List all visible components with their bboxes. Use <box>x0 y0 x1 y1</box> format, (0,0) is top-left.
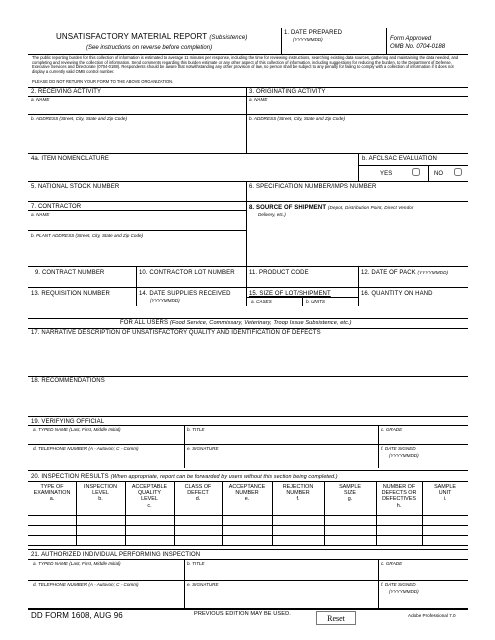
col-divider <box>246 201 247 266</box>
rule <box>28 201 468 202</box>
rule <box>28 96 468 97</box>
header-divider-2 <box>386 28 387 54</box>
afclsac-no-checkbox[interactable] <box>448 168 468 176</box>
inspection-cell-input[interactable] <box>30 526 74 534</box>
date-prepared-format: (YYYYMMDD) <box>293 37 323 42</box>
plant-address-input[interactable] <box>31 240 243 264</box>
date-of-pack-input[interactable] <box>361 278 466 286</box>
inspection-col-header-line: TYPE OF <box>40 484 64 490</box>
form-subtitle: (See instructions on reverse before completion) <box>86 45 213 51</box>
verifying-grade-label: c. GRADE <box>381 427 403 432</box>
verifying-typed-name-input[interactable] <box>31 434 181 443</box>
col-divider <box>184 425 185 468</box>
contract-number-input[interactable] <box>31 278 134 286</box>
inspection-cell-input[interactable] <box>378 536 420 544</box>
inspection-col-header-line: NUMBER <box>286 490 310 497</box>
inspection-grid <box>28 481 468 546</box>
form-title-line <box>56 33 247 41</box>
rule <box>28 287 468 288</box>
inspection-cell-input[interactable] <box>176 536 220 544</box>
inspection-cell-input[interactable] <box>224 526 270 534</box>
inspection-cell-input[interactable] <box>424 516 466 524</box>
inspection-cell-input[interactable] <box>127 516 172 524</box>
rule <box>28 444 468 445</box>
authorized-title-label: b. TITLE <box>187 561 205 566</box>
burden-statement: The public reporting burden for this collection of information is estimated to average 11 minutes per response, including the time for reviewing instructions, searching existing data sources, gathering and maintaining the data needed, and completing and reviewing the collection of information. Send comments regarding this burden estimate or any other aspect of this collection of information, including suggestions for reducing the burden, to the Department of Defense, Executive Services and Directorate (0704-0188). Respondents should be aware that notwithstanding any other provision of law, no person shall be subject to any penalty for failing to comply with a collection of information if it does not display a currently valid OMB control number. <box>32 55 459 74</box>
col-divider <box>246 181 247 201</box>
inspection-col-header-line: a. <box>49 496 55 503</box>
rule <box>28 230 246 231</box>
inspection-row-rule <box>28 545 468 546</box>
date-of-pack-label: 12. DATE OF PACK <box>361 270 416 276</box>
supplies-received-format: (YYYYMMDD) <box>150 298 180 303</box>
units-label: b. UNITS <box>306 299 325 304</box>
inspection-cell-input[interactable] <box>224 536 270 544</box>
source-input[interactable] <box>249 222 464 264</box>
narrative-label: 17. NARRATIVE DESCRIPTION OF UNSATISFACTORY QUALITY AND IDENTIFICATION OF DEFECTS <box>31 330 321 336</box>
source-line <box>249 205 414 211</box>
quantity-on-hand-input[interactable] <box>361 298 466 306</box>
inspection-cell-input[interactable] <box>274 526 322 534</box>
supplies-received-label: 14. DATE SUPPLIES RECEIVED <box>139 291 231 297</box>
inspection-col-header-line: LEVEL <box>92 490 109 497</box>
authorized-signature-label: e. SIGNATURE <box>187 582 219 587</box>
inspection-col-header-line: NUMBER <box>235 490 259 497</box>
source-detail-2: Delivery, etc.) <box>258 212 286 217</box>
footer-rule <box>28 608 468 610</box>
inspection-cell-input[interactable] <box>326 516 374 524</box>
product-code-label: 11. PRODUCT CODE <box>249 270 309 276</box>
inspection-col-header-line: e. <box>244 496 250 503</box>
rule <box>28 153 468 154</box>
inspection-cell-input[interactable] <box>176 516 220 524</box>
originating-name-label: a. NAME <box>249 97 268 102</box>
inspection-col-header-line: b. <box>98 496 103 503</box>
lot-size-label: 15. SIZE OF LOT/SHIPMENT <box>249 291 331 297</box>
form-title-suffix: (Subsistence) <box>209 35 248 41</box>
originating-name-input[interactable] <box>249 104 464 113</box>
burden-warning: PLEASE DO NOT RETURN YOUR FORM TO THE ABOVE ORGANIZATION. <box>32 79 174 84</box>
inspection-col-header-line: SAMPLE <box>434 484 456 490</box>
rule <box>28 416 468 417</box>
form-id: DD FORM 1608, AUG 96 <box>31 611 123 620</box>
rule <box>28 559 468 560</box>
reset-button[interactable]: Reset <box>316 611 356 625</box>
authorized-typed-name-input[interactable] <box>31 569 181 578</box>
header-divider-1 <box>281 28 282 54</box>
receiving-name-input[interactable] <box>31 104 243 113</box>
plant-address-label: b. PLANT ADDRESS (Street, City, State and Zip Code) <box>31 233 144 238</box>
rule <box>28 470 468 471</box>
inspection-col-header-line: f. <box>296 496 300 503</box>
narrative-input[interactable] <box>31 338 465 373</box>
date-prepared-input[interactable] <box>284 44 384 53</box>
source-label: 8. SOURCE OF SHIPMENT <box>249 205 327 211</box>
inspection-cell-input[interactable] <box>378 516 420 524</box>
inspection-col-header-line: CLASS OF <box>184 484 212 490</box>
inspection-cell-input[interactable] <box>224 516 270 524</box>
originating-address-label: b. ADDRESS (Street, City, State and Zip Code) <box>249 116 345 121</box>
requisition-label: 13. REQUISITION NUMBER <box>31 291 110 297</box>
date-of-pack-format: (YYYYMMDD) <box>417 270 449 275</box>
inspection-col-header-line: LEVEL <box>141 496 158 503</box>
authorized-grade-label: c. GRADE <box>381 561 403 566</box>
verifying-date-format: (YYYYMMDD) <box>389 453 419 458</box>
inspection-col-header-line: UNIT <box>438 490 452 497</box>
date-of-pack-line <box>361 270 448 276</box>
verifying-signature-label: e. SIGNATURE <box>187 446 219 451</box>
recommendations-input[interactable] <box>31 386 465 414</box>
date-prepared-label: 1. DATE PREPARED <box>284 30 343 36</box>
col-divider <box>302 297 303 306</box>
receiving-name-label: a. NAME <box>31 97 50 102</box>
authorized-grade-input[interactable] <box>381 569 466 578</box>
inspection-col-header-line: NUMBER OF <box>382 484 416 490</box>
inspection-results-detail: (When appropriate, report can be forwarded by users without this section being completed.) <box>110 474 338 480</box>
cases-label: a. CASES <box>251 299 272 304</box>
receiving-activity-label: 2. RECEIVING ACTIVITY <box>31 89 102 95</box>
inspection-cell-input[interactable] <box>78 526 123 534</box>
inspection-col-header-line: d. <box>195 496 201 503</box>
form-title: UNSATISFACTORY MATERIAL REPORT <box>56 32 208 41</box>
afclsac-label: b. AFCLSAC EVALUATION <box>362 156 437 162</box>
col-divider <box>246 266 247 306</box>
software-note: Adobe Professional 7.0 <box>408 613 456 618</box>
afclsac-yes-label: YES <box>380 171 393 177</box>
contractor-lot-label: 10. CONTRACTOR LOT NUMBER <box>139 270 235 276</box>
contractor-name-label: a. NAME <box>31 212 50 217</box>
verifying-grade-input[interactable] <box>381 434 466 443</box>
authorized-label: 21. AUTHORIZED INDIVIDUAL PERFORMING INSPECTION <box>31 552 201 558</box>
authorized-date-label: f. DATE SIGNED <box>381 582 416 587</box>
spec-number-input[interactable] <box>249 191 464 200</box>
afclsac-yes-checkbox[interactable] <box>406 168 426 176</box>
inspection-col-header-line: DEFECTS OR <box>381 490 417 497</box>
inspection-col-header-line: c. <box>147 502 152 509</box>
rule <box>28 549 468 550</box>
col-divider <box>378 425 379 468</box>
inspection-col-header-line: EXAMINATION <box>33 490 71 497</box>
inspection-cell-input[interactable] <box>30 516 74 524</box>
dd-form-1608 <box>28 0 468 640</box>
inspection-results-line <box>31 474 338 480</box>
source-detail: (Depot, Distribution Point, Direct Vendor <box>327 205 414 210</box>
authorized-date-format: (YYYYMMDD) <box>389 589 419 594</box>
authorized-typed-name-label: a. TYPED NAME (Last, First, Middle Initial) <box>33 561 121 566</box>
inspection-col-header-line: i. <box>443 496 447 503</box>
item-nomenclature-label: 4a. ITEM NOMENCLATURE <box>31 156 109 162</box>
omb-number: OMB No. 0704-0188 <box>390 44 446 50</box>
inspection-cell-input[interactable] <box>127 526 172 534</box>
spec-number-label: 6. SPECIFICATION NUMBER/IMPS NUMBER <box>249 184 377 190</box>
verifying-typed-name-label: a. TYPED NAME (Last, First, Middle Initial) <box>33 427 121 432</box>
contractor-label: 7. CONTRACTOR <box>31 204 82 210</box>
rule <box>358 165 468 166</box>
col-divider <box>358 266 359 306</box>
col-divider <box>184 559 185 608</box>
rule <box>28 328 468 329</box>
checkbox-divider <box>428 165 429 181</box>
rule <box>28 114 468 115</box>
contractor-name-input[interactable] <box>31 219 243 229</box>
inspection-col-header-line: g. <box>347 496 353 503</box>
contractor-lot-input[interactable] <box>139 278 244 286</box>
inspection-col-header-line: ACCEPTANCE <box>228 484 266 490</box>
quantity-on-hand-label: 16. QUANTITY ON HAND <box>361 291 433 297</box>
inspection-cell-input[interactable] <box>424 536 466 544</box>
inspection-cell-input[interactable] <box>78 516 123 524</box>
inspection-col-header-line: SAMPLE <box>339 484 361 490</box>
for-all-users-detail: (Food Service, Commissary, Veterinary, Troop Issue Subsistence, etc.) <box>169 320 352 326</box>
rule <box>28 318 468 319</box>
rule <box>28 580 468 581</box>
rule <box>28 376 468 377</box>
form-approved: Form Approved <box>390 36 432 42</box>
inspection-col-header-line: REJECTION <box>282 484 314 490</box>
inspection-results-label: 20. INSPECTION RESULTS <box>31 474 109 480</box>
verifying-phone-label: d. TELEPHONE NUMBER (A - Autovon; C - Comm) <box>33 446 139 451</box>
verifying-phone-input[interactable] <box>31 456 181 466</box>
rule <box>28 425 468 426</box>
inspection-cell-input[interactable] <box>424 526 466 534</box>
verifying-title-input[interactable] <box>187 434 375 443</box>
verifying-date-label: f. DATE SIGNED <box>381 446 416 451</box>
rule <box>28 181 468 182</box>
inspection-cell-input[interactable] <box>326 526 374 534</box>
inspection-cell-input[interactable] <box>176 526 220 534</box>
inspection-col-header-line: SIZE <box>344 490 356 497</box>
inspection-cell-input[interactable] <box>78 536 123 544</box>
inspection-cell-input[interactable] <box>30 536 74 544</box>
inspection-col-header-line: DEFECTIVES <box>382 496 416 503</box>
nsn-label: 5. NATIONAL STOCK NUMBER <box>31 184 120 190</box>
afclsac-no-label: NO <box>434 171 444 177</box>
originating-address-input[interactable] <box>249 124 464 150</box>
requisition-input[interactable] <box>31 298 134 306</box>
nsn-input[interactable] <box>31 191 243 200</box>
inspection-cell-input[interactable] <box>274 536 322 544</box>
col-divider <box>378 559 379 608</box>
receiving-address-label: b. ADDRESS (Street, City, State and Zip Code) <box>31 116 127 121</box>
inspection-col-header-line: DEFECT <box>187 490 209 497</box>
inspection-cell-input[interactable] <box>378 526 420 534</box>
for-all-users-line <box>120 320 352 327</box>
item-nomenclature-input[interactable] <box>31 164 356 176</box>
verifying-title-label: b. TITLE <box>187 427 205 432</box>
previous-edition-note: PREVIOUS EDITION MAY BE USED. <box>194 611 291 617</box>
col-divider <box>358 153 359 181</box>
receiving-address-input[interactable] <box>31 124 243 150</box>
recommendations-label: 18. RECOMMENDATIONS <box>31 378 105 384</box>
inspection-cell-input[interactable] <box>274 516 322 524</box>
product-code-input[interactable] <box>249 278 356 286</box>
inspection-col-header-line: QUALITY <box>137 490 162 497</box>
inspection-cell-input[interactable] <box>127 536 172 544</box>
inspection-col-header-line: INSPECTION <box>84 484 117 490</box>
authorized-title-input[interactable] <box>187 569 375 578</box>
inspection-col-header-line: ACCEPTABLE <box>131 484 168 490</box>
contract-number-label: 9. CONTRACT NUMBER <box>35 270 105 276</box>
verifying-official-label: 19. VERIFYING OFFICIAL <box>31 419 105 425</box>
inspection-col-header-line: h. <box>396 502 402 509</box>
rule <box>28 87 468 88</box>
authorized-phone-label: d. TELEPHONE NUMBER (A - Autovon; C - Comm) <box>33 582 139 587</box>
rule <box>28 266 468 267</box>
originating-activity-label: 3. ORIGINATING ACTIVITY <box>249 89 326 95</box>
inspection-cell-input[interactable] <box>326 536 374 544</box>
col-divider <box>136 266 137 306</box>
authorized-phone-input[interactable] <box>31 592 181 604</box>
for-all-users-label: FOR ALL USERS <box>120 320 169 326</box>
rule <box>28 210 246 211</box>
